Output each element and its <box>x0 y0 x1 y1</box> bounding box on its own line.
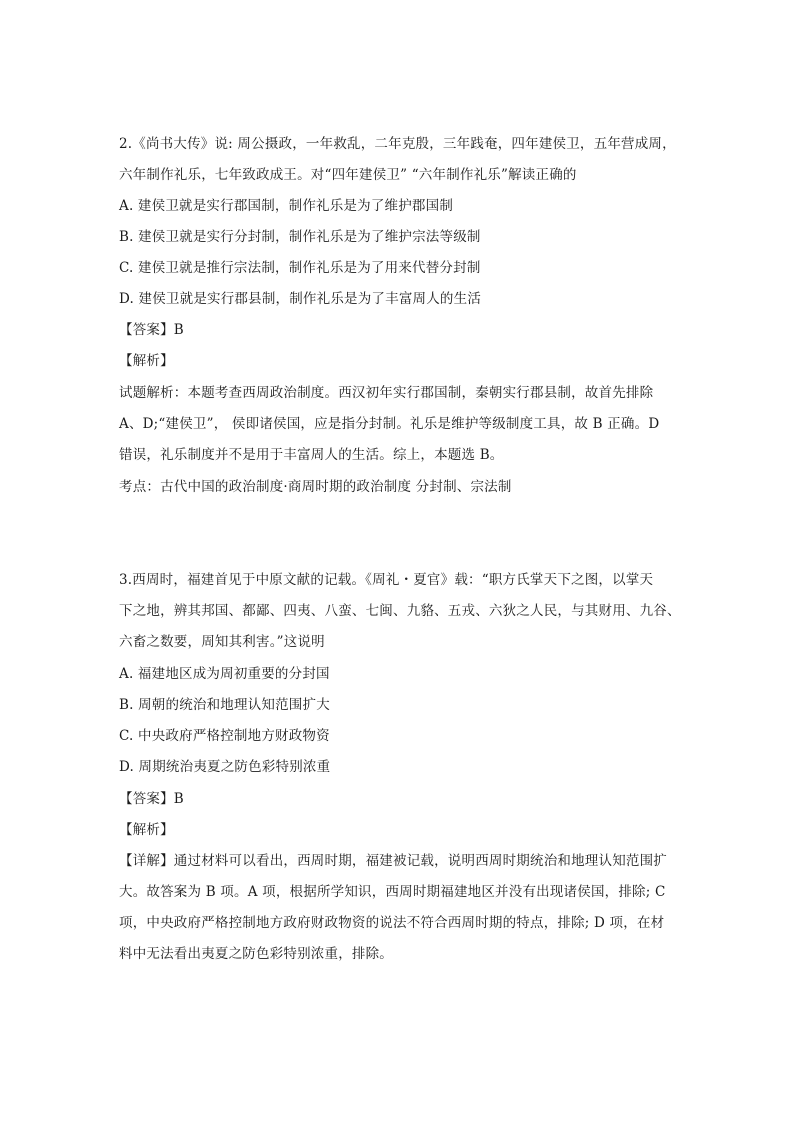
q2-stem-line-2: 六年制作礼乐，七年致政成王。对“四年建侯卫” “六年制作礼乐”解读正确的 <box>119 167 577 183</box>
q3-detail-line-1: 【详解】通过材料可以看出，西周时期，福建被记载，说明西周时期统治和地理认知范围扩 <box>119 853 667 869</box>
q2-analysis-line-1: 试题解析：本题考查西周政治制度。西汉初年实行郡国制，秦朝实行郡县制，故首先排除 <box>119 385 654 401</box>
q3-analysis-label: 【解析】 <box>119 822 174 838</box>
q2-analysis-line-3: 错误，礼乐制度并不是用于丰富周人的生活。综上，本题选 B。 <box>119 447 504 463</box>
q3-answer: 【答案】B <box>119 791 184 807</box>
q3-option-a: A. 福建地区成为周初重要的分封国 <box>119 666 330 682</box>
q2-option-b: B. 建侯卫就是实行分封制，制作礼乐是为了维护宗法等级制 <box>119 229 481 245</box>
q3-option-d: D. 周期统治夷夏之防色彩特别浓重 <box>119 759 331 775</box>
q2-stem-line-1: 2.《尚书大传》说: 周公摄政，一年救乱，二年克殷，三年践奄，四年建侯卫，五年营成周， <box>119 136 676 152</box>
q3-option-c: C. 中央政府严格控制地方财政物资 <box>119 728 330 744</box>
q2-answer: 【答案】B <box>119 322 184 338</box>
q3-option-b: B. 周朝的统治和地理认知范围扩大 <box>119 697 330 713</box>
q2-option-a: A. 建侯卫就是实行郡国制，制作礼乐是为了维护郡国制 <box>119 198 454 214</box>
q2-analysis-label: 【解析】 <box>119 353 174 369</box>
q3-stem-line-1: 3.西周时，福建首见于中原文献的记载。《周礼・夏官》载：“职方氏掌天下之图，以掌天 <box>119 572 654 588</box>
q3-detail-line-3: 项，中央政府严格控制地方政府财政物资的说法不符合西周时期的特点，排除; D 项，在材 <box>119 915 665 931</box>
q2-analysis-line-2: A、D;“建侯卫”， 侯即诸侯国，应是指分封制。礼乐是维护等级制度工具，故 B 正确。D <box>119 416 660 432</box>
q2-option-c: C. 建侯卫就是推行宗法制，制作礼乐是为了用来代替分封制 <box>119 260 481 276</box>
q3-stem-line-2: 下之地，辨其邦国、都鄙、四夷、八蛮、七闽、九貉、五戎、六狄之人民，与其财用、九谷、 <box>119 603 681 619</box>
q2-kaodian: 考点：古代中国的政治制度·商周时期的政治制度 分封制、宗法制 <box>119 479 512 495</box>
q3-detail-line-4: 料中无法看出夷夏之防色彩特别浓重，排除。 <box>119 946 393 962</box>
q3-detail-line-2: 大。故答案为 B 项。A 项，根据所学知识，西周时期福建地区并没有出现诸侯国，排除; C <box>119 884 666 900</box>
q3-stem-line-3: 六畜之数要，周知其利害。”这说明 <box>119 634 325 650</box>
q2-option-d: D. 建侯卫就是实行郡县制，制作礼乐是为了丰富周人的生活 <box>119 291 482 307</box>
